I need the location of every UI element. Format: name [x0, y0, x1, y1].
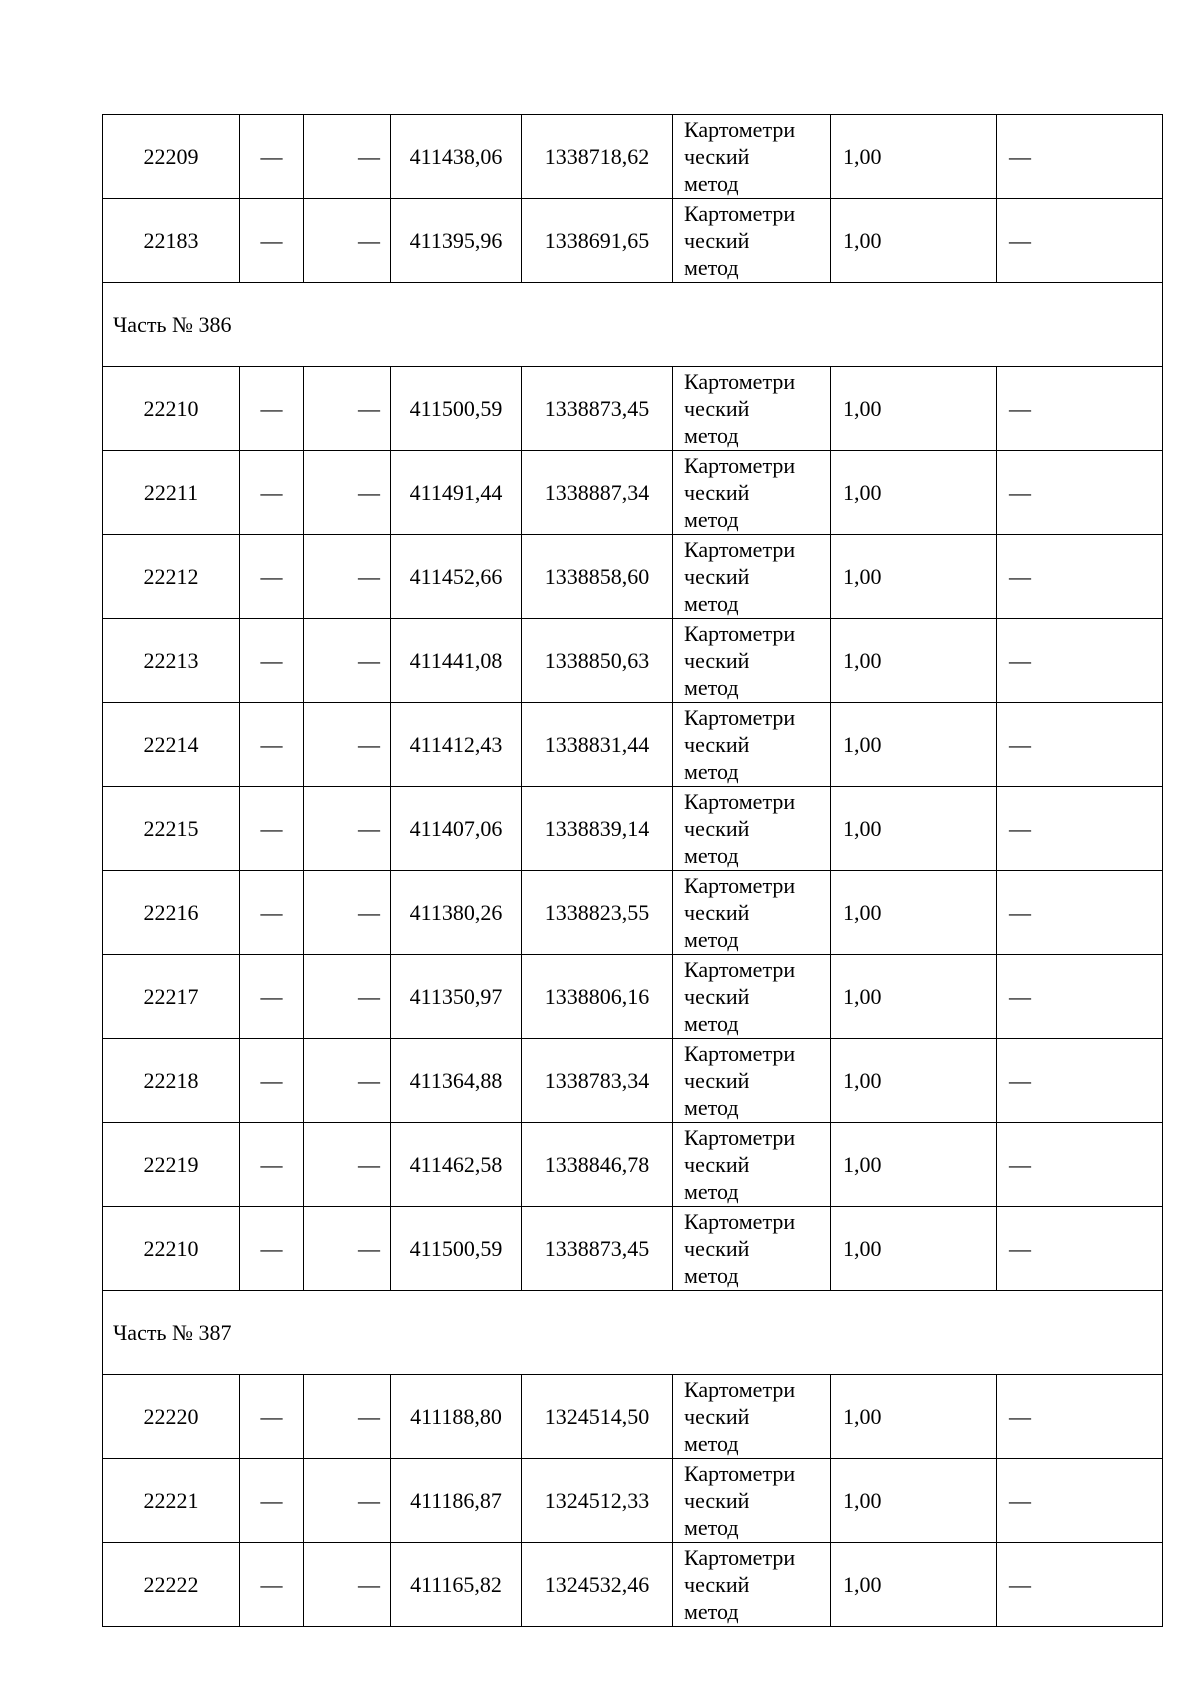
table-row	[103, 1375, 1163, 1459]
method-text: Картометри	[684, 369, 796, 394]
method-text: метод	[684, 1431, 739, 1456]
coordinate-x: 411188,80	[391, 1375, 522, 1459]
accuracy-value: 1,00	[831, 1459, 997, 1543]
point-number: 22214	[103, 703, 240, 787]
method-text: Картометри	[684, 873, 796, 898]
table-row	[103, 1039, 1163, 1123]
point-number: 22217	[103, 955, 240, 1039]
table-row	[103, 955, 1163, 1039]
empty-value: —	[304, 1375, 391, 1459]
table-row	[103, 1459, 1163, 1543]
method-text: метод	[684, 255, 739, 280]
method-cell	[673, 535, 831, 619]
empty-value: —	[240, 955, 304, 1039]
coordinate-x: 411500,59	[391, 1207, 522, 1291]
point-number: 22216	[103, 871, 240, 955]
method-text: метод	[684, 1599, 739, 1624]
accuracy-value: 1,00	[831, 1543, 997, 1627]
table-row	[103, 1543, 1163, 1627]
empty-value: —	[304, 955, 391, 1039]
point-number: 22210	[103, 1207, 240, 1291]
method-text: метод	[684, 927, 739, 952]
empty-value: —	[304, 787, 391, 871]
accuracy-value: 1,00	[831, 619, 997, 703]
method-cell	[673, 451, 831, 535]
empty-value: —	[304, 1039, 391, 1123]
table-row	[103, 115, 1163, 199]
method-text: ческий	[684, 648, 750, 673]
coordinate-x: 411364,88	[391, 1039, 522, 1123]
note-value: —	[997, 955, 1163, 1039]
method-cell	[673, 1543, 831, 1627]
table-row	[103, 619, 1163, 703]
method-text: Картометри	[684, 1377, 796, 1402]
coordinate-y: 1338858,60	[522, 535, 673, 619]
empty-value: —	[240, 451, 304, 535]
point-number: 22222	[103, 1543, 240, 1627]
coordinate-x: 411491,44	[391, 451, 522, 535]
method-text: ческий	[684, 1236, 750, 1261]
note-value: —	[997, 1375, 1163, 1459]
accuracy-value: 1,00	[831, 199, 997, 283]
point-number: 22211	[103, 451, 240, 535]
section-title: Часть № 387	[103, 1291, 1163, 1375]
coordinate-y: 1338783,34	[522, 1039, 673, 1123]
empty-value: —	[240, 535, 304, 619]
accuracy-value: 1,00	[831, 1207, 997, 1291]
method-text: Картометри	[684, 1125, 796, 1150]
point-number: 22209	[103, 115, 240, 199]
empty-value: —	[304, 451, 391, 535]
empty-value: —	[304, 619, 391, 703]
accuracy-value: 1,00	[831, 787, 997, 871]
method-text: ческий	[684, 564, 750, 589]
method-text: ческий	[684, 1404, 750, 1429]
coordinate-x: 411165,82	[391, 1543, 522, 1627]
table-body	[103, 115, 1163, 1627]
method-text: метод	[684, 507, 739, 532]
empty-value: —	[240, 199, 304, 283]
coordinate-y: 1338873,45	[522, 1207, 673, 1291]
empty-value: —	[240, 703, 304, 787]
method-text: Картометри	[684, 117, 796, 142]
section-title: Часть № 386	[103, 283, 1163, 367]
coordinate-y: 1338839,14	[522, 787, 673, 871]
method-text: ческий	[684, 396, 750, 421]
empty-value: —	[304, 115, 391, 199]
method-text: метод	[684, 1263, 739, 1288]
point-number: 22210	[103, 367, 240, 451]
method-text: Картометри	[684, 1545, 796, 1570]
note-value: —	[997, 115, 1163, 199]
note-value: —	[997, 1459, 1163, 1543]
method-text: ческий	[684, 984, 750, 1009]
method-text: ческий	[684, 480, 750, 505]
coordinate-x: 411350,97	[391, 955, 522, 1039]
point-number: 22220	[103, 1375, 240, 1459]
method-text: ческий	[684, 1572, 750, 1597]
coordinate-y: 1338691,65	[522, 199, 673, 283]
method-cell	[673, 1207, 831, 1291]
method-cell	[673, 1039, 831, 1123]
empty-value: —	[304, 1123, 391, 1207]
point-number: 22218	[103, 1039, 240, 1123]
method-text: метод	[684, 423, 739, 448]
method-text: метод	[684, 171, 739, 196]
empty-value: —	[240, 1123, 304, 1207]
empty-value: —	[240, 1543, 304, 1627]
method-cell	[673, 787, 831, 871]
point-number: 22212	[103, 535, 240, 619]
method-text: ческий	[684, 900, 750, 925]
empty-value: —	[240, 1039, 304, 1123]
accuracy-value: 1,00	[831, 955, 997, 1039]
method-text: Картометри	[684, 1209, 796, 1234]
method-cell	[673, 619, 831, 703]
note-value: —	[997, 1543, 1163, 1627]
coordinate-y: 1324514,50	[522, 1375, 673, 1459]
method-text: метод	[684, 1095, 739, 1120]
empty-value: —	[240, 1375, 304, 1459]
note-value: —	[997, 703, 1163, 787]
coordinate-y: 1338887,34	[522, 451, 673, 535]
method-cell	[673, 1459, 831, 1543]
point-number: 22215	[103, 787, 240, 871]
coordinate-x: 411380,26	[391, 871, 522, 955]
coordinate-x: 411407,06	[391, 787, 522, 871]
method-text: метод	[684, 1011, 739, 1036]
accuracy-value: 1,00	[831, 1039, 997, 1123]
coordinate-y: 1338831,44	[522, 703, 673, 787]
point-number: 22221	[103, 1459, 240, 1543]
coordinate-x: 411395,96	[391, 199, 522, 283]
method-text: ческий	[684, 144, 750, 169]
method-cell	[673, 367, 831, 451]
table-row	[103, 703, 1163, 787]
table-row	[103, 199, 1163, 283]
empty-value: —	[304, 535, 391, 619]
empty-value: —	[304, 199, 391, 283]
empty-value: —	[304, 367, 391, 451]
empty-value: —	[304, 1543, 391, 1627]
method-cell	[673, 703, 831, 787]
method-text: Картометри	[684, 201, 796, 226]
method-text: ческий	[684, 1152, 750, 1177]
method-text: метод	[684, 675, 739, 700]
coordinate-y: 1338873,45	[522, 367, 673, 451]
note-value: —	[997, 199, 1163, 283]
coordinate-x: 411186,87	[391, 1459, 522, 1543]
accuracy-value: 1,00	[831, 1375, 997, 1459]
point-number: 22213	[103, 619, 240, 703]
method-cell	[673, 199, 831, 283]
method-cell	[673, 955, 831, 1039]
table-row	[103, 871, 1163, 955]
accuracy-value: 1,00	[831, 451, 997, 535]
empty-value: —	[304, 703, 391, 787]
table-row	[103, 535, 1163, 619]
coordinate-x: 411452,66	[391, 535, 522, 619]
method-text: метод	[684, 843, 739, 868]
method-text: Картометри	[684, 621, 796, 646]
coordinate-x: 411500,59	[391, 367, 522, 451]
method-text: метод	[684, 1179, 739, 1204]
empty-value: —	[240, 115, 304, 199]
coordinate-y: 1338850,63	[522, 619, 673, 703]
note-value: —	[997, 619, 1163, 703]
method-text: метод	[684, 591, 739, 616]
note-value: —	[997, 535, 1163, 619]
empty-value: —	[240, 367, 304, 451]
accuracy-value: 1,00	[831, 367, 997, 451]
accuracy-value: 1,00	[831, 115, 997, 199]
empty-value: —	[304, 1459, 391, 1543]
empty-value: —	[240, 1459, 304, 1543]
method-cell	[673, 1123, 831, 1207]
note-value: —	[997, 871, 1163, 955]
empty-value: —	[240, 619, 304, 703]
method-text: ческий	[684, 1488, 750, 1513]
method-text: Картометри	[684, 1041, 796, 1066]
method-text: Картометри	[684, 789, 796, 814]
coordinate-x: 411441,08	[391, 619, 522, 703]
empty-value: —	[240, 871, 304, 955]
method-text: Картометри	[684, 957, 796, 982]
method-text: Картометри	[684, 705, 796, 730]
empty-value: —	[304, 871, 391, 955]
method-text: ческий	[684, 816, 750, 841]
empty-value: —	[240, 787, 304, 871]
method-text: ческий	[684, 732, 750, 757]
coordinate-y: 1324532,46	[522, 1543, 673, 1627]
method-text: ческий	[684, 1068, 750, 1093]
coordinate-x: 411438,06	[391, 115, 522, 199]
point-number: 22219	[103, 1123, 240, 1207]
method-cell	[673, 871, 831, 955]
method-text: ческий	[684, 228, 750, 253]
coordinate-x: 411462,58	[391, 1123, 522, 1207]
accuracy-value: 1,00	[831, 1123, 997, 1207]
table-row	[103, 451, 1163, 535]
method-text: Картометри	[684, 537, 796, 562]
method-text: Картометри	[684, 1461, 796, 1486]
method-text: метод	[684, 759, 739, 784]
note-value: —	[997, 787, 1163, 871]
coordinate-y: 1324512,33	[522, 1459, 673, 1543]
empty-value: —	[304, 1207, 391, 1291]
note-value: —	[997, 451, 1163, 535]
coordinate-y: 1338823,55	[522, 871, 673, 955]
table-row	[103, 787, 1163, 871]
accuracy-value: 1,00	[831, 535, 997, 619]
method-cell	[673, 1375, 831, 1459]
coordinate-y: 1338846,78	[522, 1123, 673, 1207]
section-header-row	[103, 1291, 1163, 1375]
method-text: метод	[684, 1515, 739, 1540]
note-value: —	[997, 1207, 1163, 1291]
section-header-row	[103, 283, 1163, 367]
table-row	[103, 367, 1163, 451]
method-text: Картометри	[684, 453, 796, 478]
note-value: —	[997, 1039, 1163, 1123]
note-value: —	[997, 1123, 1163, 1207]
coordinate-x: 411412,43	[391, 703, 522, 787]
point-number: 22183	[103, 199, 240, 283]
accuracy-value: 1,00	[831, 871, 997, 955]
table-row	[103, 1207, 1163, 1291]
accuracy-value: 1,00	[831, 703, 997, 787]
empty-value: —	[240, 1207, 304, 1291]
note-value: —	[997, 367, 1163, 451]
coordinate-y: 1338806,16	[522, 955, 673, 1039]
table-row	[103, 1123, 1163, 1207]
coordinate-y: 1338718,62	[522, 115, 673, 199]
coordinates-table	[102, 114, 1163, 1627]
method-cell	[673, 115, 831, 199]
